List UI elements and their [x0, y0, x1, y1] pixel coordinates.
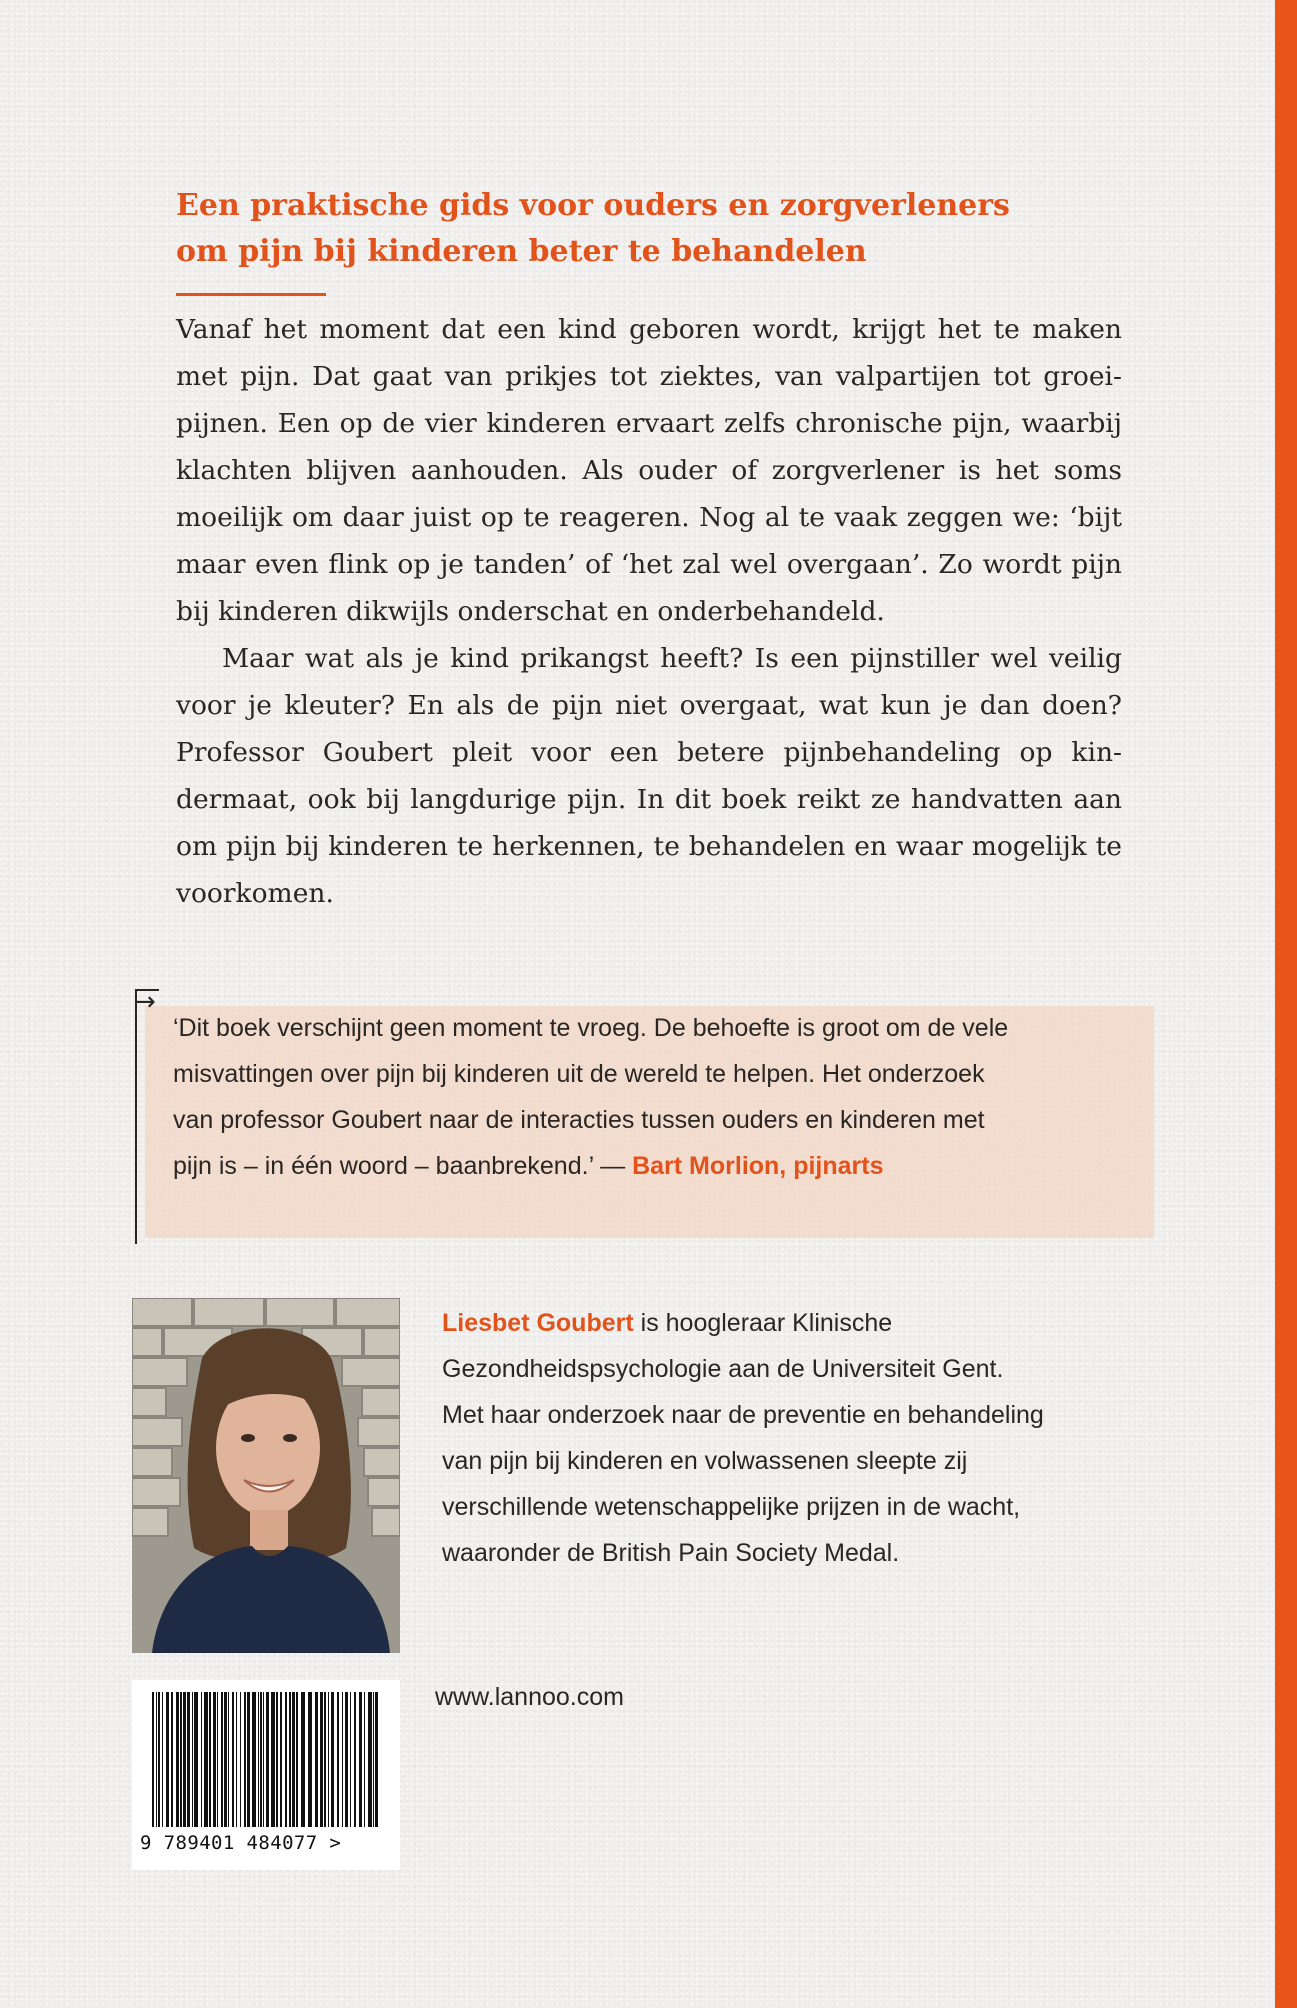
barcode-bar	[217, 1692, 218, 1827]
barcode-bar	[308, 1692, 312, 1827]
barcode-bar	[260, 1692, 262, 1827]
barcode-bar	[258, 1692, 259, 1827]
publisher-website: www.lannoo.com	[435, 1683, 624, 1711]
barcode-bar	[171, 1692, 173, 1827]
blurb-paragraph-1: Vanaf het moment dat een kind geboren wordt, krijgt het te maken met pijn. Dat gaat van prikjes tot ziektes, van valpartijen tot groeipijnen. Een op de vier kinderen ervaart zelfs chronische pijn, waarbij klachten blijven aanhouden. Als ouder of zorgverlener is het soms moeilijk om daar juist op te reageren. Nog al te vaak zeggen we: ‘bijt maar even flink op je tanden’ of ‘het zal wel overgaan’. Zo wordt pijn bij kinderen dikwijls onderschat en onderbehandeld.	[176, 314, 1122, 627]
barcode-bar	[359, 1692, 362, 1827]
barcode-bar	[180, 1692, 182, 1827]
barcode-bar	[156, 1692, 157, 1827]
barcode-bar	[162, 1692, 163, 1827]
barcode-bar	[292, 1692, 295, 1827]
barcode-bar	[289, 1692, 291, 1827]
author-bio	[442, 1300, 1122, 1576]
barcode-bar	[152, 1692, 154, 1827]
barcode-bar	[285, 1692, 287, 1827]
barcode-bar	[324, 1692, 326, 1827]
bio-line: Met haar onderzoek naar de preventie en behandeling	[442, 1401, 1044, 1429]
tagline-underline	[176, 293, 326, 296]
barcode-bar	[183, 1692, 186, 1827]
author-photo	[132, 1298, 400, 1653]
barcode-bar	[192, 1692, 193, 1827]
barcode-digits: 9 789401 484077 >	[140, 1832, 342, 1854]
barcode-bar	[266, 1692, 269, 1827]
barcode-bar	[201, 1692, 202, 1827]
barcode-bar	[187, 1692, 190, 1827]
barcode-bar	[296, 1692, 298, 1827]
quote-line: misvattingen over pijn bij kinderen uit de wereld te helpen. Het onderzoek	[173, 1060, 985, 1088]
tagline-line-2: om pijn bij kinderen beter te behandelen	[176, 234, 867, 269]
quote-line	[173, 1143, 1138, 1189]
barcode-bar	[204, 1692, 208, 1827]
bio-line-text: is hoogleraar Klinische	[633, 1309, 893, 1337]
barcode-bar	[244, 1692, 246, 1827]
bio-line	[442, 1300, 1122, 1346]
author-name: Liesbet Goubert	[442, 1309, 634, 1337]
barcode-bar	[375, 1692, 378, 1827]
barcode-bar	[345, 1692, 348, 1827]
cover-spine-edge	[1275, 0, 1297, 2008]
tagline	[176, 183, 1076, 275]
barcode-bar	[232, 1692, 234, 1827]
tagline-line-1: Een praktische gids voor ouders en zorgverleners	[176, 188, 1010, 223]
barcode-bar	[176, 1692, 179, 1827]
barcode-bar	[263, 1692, 264, 1827]
barcode-bar	[166, 1692, 169, 1827]
quote-line: ‘Dit boek verschijnt geen moment te vroeg. De behoefte is groot om de vele	[173, 1014, 1009, 1042]
barcode-bar	[209, 1692, 211, 1827]
barcode-bar	[331, 1692, 334, 1827]
bio-line: Gezondheidspsychologie aan de Universiteit Gent.	[442, 1355, 1004, 1383]
barcode-bar	[342, 1692, 343, 1827]
bio-line: waaronder de British Pain Society Medal.	[442, 1539, 900, 1567]
barcode-bar	[373, 1692, 374, 1827]
isbn-barcode	[132, 1680, 400, 1870]
quote-bracket	[135, 989, 159, 1244]
barcode-bar	[350, 1692, 351, 1827]
barcode-bar	[354, 1692, 356, 1827]
barcode-bar	[271, 1692, 275, 1827]
barcode-bar	[221, 1692, 223, 1827]
barcode-bar	[315, 1692, 318, 1827]
barcode-bar	[280, 1692, 282, 1827]
barcode-bar	[368, 1692, 372, 1827]
barcode-bars	[132, 1680, 400, 1830]
endorsement-quote	[173, 1005, 1138, 1189]
barcode-bar	[194, 1692, 198, 1827]
barcode-bar	[240, 1692, 241, 1827]
barcode-bar	[364, 1692, 365, 1827]
barcode-bar	[276, 1692, 278, 1827]
blurb	[176, 306, 1122, 917]
barcode-bar	[320, 1692, 323, 1827]
bio-line: verschillende wetenschappelijke prijzen in de wacht,	[442, 1493, 1021, 1521]
quote-line-text: pijn is – in één woord – baanbrekend.’ —	[173, 1152, 633, 1180]
barcode-bar	[158, 1692, 160, 1827]
barcode-bar	[252, 1692, 256, 1827]
barcode-bar	[236, 1692, 237, 1827]
barcode-bar	[228, 1692, 229, 1827]
bio-line: van pijn bij kinderen en volwassenen sleepte zij	[442, 1447, 968, 1475]
blurb-paragraph-2: Maar wat als je kind prikangst heeft? Is een pijnstiller wel veilig voor je kleuter? En als de pijn niet overgaat, wat kun je dan doen? Professor Goubert pleit voor een betere pijnbehandeling op kindermaat, ook bij langdurige pijn. In dit boek reikt ze handvatten aan om pijn bij kinderen te herkennen, te behandelen en waar mogelijk te voorkomen.	[176, 643, 1122, 909]
barcode-bar	[328, 1692, 329, 1827]
barcode-bar	[213, 1692, 216, 1827]
quote-line: van professor Goubert naar de interacties tussen ouders en kinderen met	[173, 1106, 985, 1134]
barcode-bar	[337, 1692, 339, 1827]
barcode-bar	[247, 1692, 250, 1827]
barcode-bar	[301, 1692, 305, 1827]
quote-attribution: Bart Morlion, pijnarts	[632, 1152, 884, 1180]
arrow-right-icon: →	[134, 987, 156, 1017]
barcode-bar	[224, 1692, 227, 1827]
